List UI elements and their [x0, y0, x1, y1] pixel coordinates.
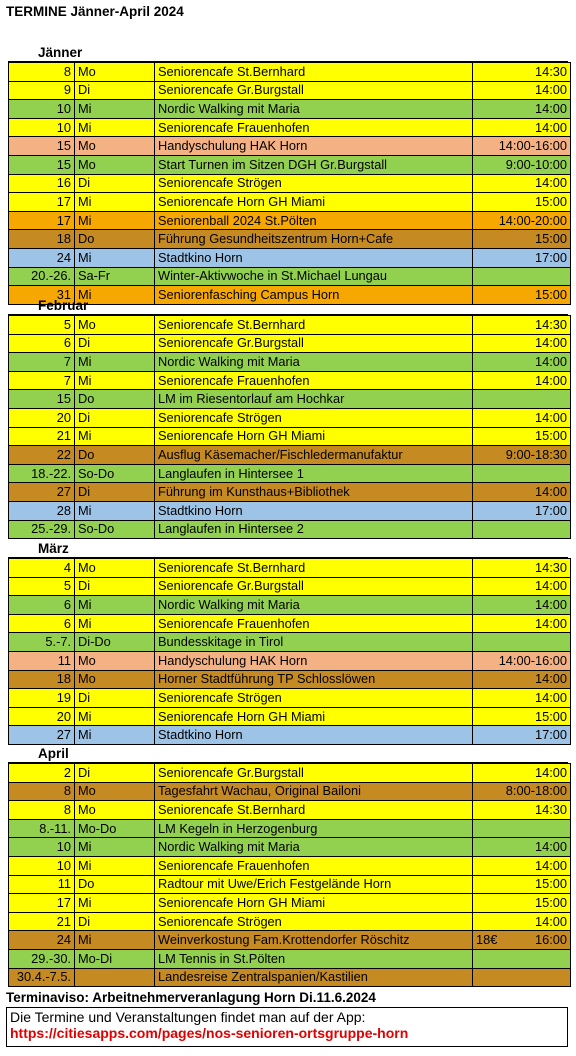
event-row — [9, 118, 571, 137]
event-time: 9:00-18:30 — [473, 446, 571, 465]
event-weekday: Mo — [75, 670, 155, 689]
event-date: 18.-22. — [9, 464, 75, 483]
event-title: LM Kegeln in Herzogenburg — [155, 819, 473, 838]
event-row — [9, 193, 571, 212]
event-row — [9, 856, 571, 875]
event-weekday: Mi — [75, 838, 155, 857]
event-time: 14:00 — [473, 174, 571, 193]
event-time: 14:00-16:00 — [473, 137, 571, 156]
event-time: 14:00 — [473, 118, 571, 137]
event-title: Seniorencafe Frauenhofen — [155, 118, 473, 137]
event-date: 18 — [9, 670, 75, 689]
event-date: 19 — [9, 689, 75, 708]
event-date: 20 — [9, 408, 75, 427]
event-weekday: Mi — [75, 286, 155, 305]
event-row — [9, 801, 571, 820]
event-title: Winter-Aktivwoche in St.Michael Lungau — [155, 267, 473, 286]
event-weekday: Mi — [75, 856, 155, 875]
event-weekday: Di — [75, 912, 155, 931]
event-date: 6 — [9, 596, 75, 615]
event-date: 28 — [9, 501, 75, 520]
event-title: Seniorencafe Strögen — [155, 408, 473, 427]
event-row — [9, 764, 571, 783]
event-weekday: Mi — [75, 371, 155, 390]
event-time: 14:00 — [473, 856, 571, 875]
event-title: Stadtkino Horn — [155, 501, 473, 520]
event-weekday: Do — [75, 390, 155, 409]
event-date: 11 — [9, 651, 75, 670]
event-title: Seniorencafe Strögen — [155, 912, 473, 931]
event-title: Seniorencafe Frauenhofen — [155, 614, 473, 633]
event-time: 15:00 — [473, 875, 571, 894]
event-time — [473, 520, 571, 539]
event-weekday: So-Do — [75, 464, 155, 483]
month-name: Jänner — [38, 45, 83, 60]
event-date: 15 — [9, 155, 75, 174]
event-title: Führung im Kunsthaus+Bibliothek — [155, 483, 473, 502]
event-time — [473, 819, 571, 838]
event-time: 15:00 — [473, 707, 571, 726]
event-date: 24 — [9, 248, 75, 267]
event-time: 9:00-10:00 — [473, 155, 571, 174]
event-row — [9, 838, 571, 857]
event-row — [9, 949, 571, 968]
event-row — [9, 782, 571, 801]
event-weekday: Di — [75, 408, 155, 427]
event-row — [9, 446, 571, 465]
event-title: Nordic Walking mit Maria — [155, 100, 473, 119]
event-row — [9, 334, 571, 353]
event-row — [9, 726, 571, 745]
event-row — [9, 353, 571, 372]
event-title: Seniorencafe Horn GH Miami — [155, 427, 473, 446]
event-title: Seniorencafe St.Bernhard — [155, 316, 473, 335]
event-row — [9, 316, 571, 335]
event-weekday: Mi — [75, 726, 155, 745]
event-title: Bundesskitage in Tirol — [155, 633, 473, 652]
event-row — [9, 81, 571, 100]
event-date: 6 — [9, 334, 75, 353]
event-date: 8 — [9, 63, 75, 82]
event-time: 14:00 — [473, 596, 571, 615]
event-title: Handyschulung HAK Horn — [155, 651, 473, 670]
event-row — [9, 408, 571, 427]
events-table — [8, 62, 571, 305]
event-title: Führung Gesundheitszentrum Horn+Cafe — [155, 230, 473, 249]
event-weekday: Mi — [75, 427, 155, 446]
event-title: Nordic Walking mit Maria — [155, 838, 473, 857]
event-date: 20.-26. — [9, 267, 75, 286]
event-weekday: Di — [75, 483, 155, 502]
event-row — [9, 390, 571, 409]
event-time: 14:00 — [473, 689, 571, 708]
event-title: Nordic Walking mit Maria — [155, 596, 473, 615]
event-date: 16 — [9, 174, 75, 193]
event-title: Ausflug Käsemacher/Fischledermanufaktur — [155, 446, 473, 465]
page-title: TERMINE Jänner-April 2024 — [6, 4, 184, 19]
event-row — [9, 230, 571, 249]
event-weekday: Sa-Fr — [75, 267, 155, 286]
event-weekday: Mo — [75, 559, 155, 578]
event-weekday: Mi — [75, 118, 155, 137]
event-weekday — [75, 968, 155, 987]
event-date: 5 — [9, 577, 75, 596]
events-table — [8, 763, 571, 987]
event-title: Seniorencafe Frauenhofen — [155, 371, 473, 390]
event-time: 14:00 — [473, 577, 571, 596]
event-row — [9, 596, 571, 615]
event-date: 25.-29. — [9, 520, 75, 539]
event-row — [9, 483, 571, 502]
event-weekday: Mo — [75, 63, 155, 82]
event-time: 14:30 — [473, 801, 571, 820]
terminaviso: Terminaviso: Arbeitnehmerveranlagung Horn Di.11.6.2024 — [6, 990, 376, 1005]
event-date: 5 — [9, 316, 75, 335]
event-weekday: Mi — [75, 248, 155, 267]
event-date: 18 — [9, 230, 75, 249]
event-weekday: Mi — [75, 596, 155, 615]
event-date: 15 — [9, 390, 75, 409]
event-row — [9, 100, 571, 119]
event-row — [9, 155, 571, 174]
event-title: Seniorencafe Strögen — [155, 689, 473, 708]
event-time: 15:00 — [473, 286, 571, 305]
event-weekday: Di — [75, 764, 155, 783]
app-info-text: Die Termine und Veranstaltungen findet man auf der App: — [10, 1009, 366, 1025]
event-time: 14:00 — [473, 838, 571, 857]
event-time — [473, 267, 571, 286]
event-date: 30.4.-7.5. — [9, 968, 75, 987]
event-date: 7 — [9, 353, 75, 372]
event-row — [9, 912, 571, 931]
event-time: 14:00 — [473, 764, 571, 783]
event-row — [9, 174, 571, 193]
event-title: Seniorenball 2024 St.Pölten — [155, 211, 473, 230]
event-row — [9, 501, 571, 520]
event-date: 5.-7. — [9, 633, 75, 652]
event-weekday: Do — [75, 230, 155, 249]
event-date: 17 — [9, 193, 75, 212]
event-weekday: Mi — [75, 614, 155, 633]
event-row — [9, 819, 571, 838]
event-title: Landesreise Zentralspanien/Kastilien — [155, 968, 473, 987]
event-time — [473, 633, 571, 652]
event-date: 10 — [9, 856, 75, 875]
event-date: 24 — [9, 931, 75, 950]
event-title: Seniorencafe Frauenhofen — [155, 856, 473, 875]
event-weekday: Mo — [75, 651, 155, 670]
event-row — [9, 875, 571, 894]
event-weekday: Mo — [75, 316, 155, 335]
event-weekday: Mi — [75, 931, 155, 950]
event-weekday: Di — [75, 81, 155, 100]
event-weekday: Do — [75, 446, 155, 465]
event-title: Seniorencafe Horn GH Miami — [155, 894, 473, 913]
event-time: 15:00 — [473, 230, 571, 249]
event-weekday: Mi — [75, 894, 155, 913]
event-title: Horner Stadtführung TP Schlosslöwen — [155, 670, 473, 689]
event-weekday: Mo — [75, 155, 155, 174]
event-title: Start Turnen im Sitzen DGH Gr.Burgstall — [155, 155, 473, 174]
event-row — [9, 137, 571, 156]
event-time: 15:00 — [473, 193, 571, 212]
event-row — [9, 633, 571, 652]
event-time: 14:00 — [473, 670, 571, 689]
event-date: 8.-11. — [9, 819, 75, 838]
event-time: 14:00 — [473, 100, 571, 119]
event-date: 10 — [9, 100, 75, 119]
month-name: Februar — [38, 298, 89, 313]
event-date: 22 — [9, 446, 75, 465]
event-row — [9, 211, 571, 230]
month-header — [8, 297, 568, 315]
event-row — [9, 427, 571, 446]
event-time: 14:00 — [473, 353, 571, 372]
event-time — [473, 390, 571, 409]
month-header — [8, 44, 568, 62]
event-time: 15:00 — [473, 427, 571, 446]
event-title: Langlaufen in Hintersee 1 — [155, 464, 473, 483]
event-date: 10 — [9, 838, 75, 857]
event-row — [9, 670, 571, 689]
event-row — [9, 559, 571, 578]
event-weekday: Di — [75, 174, 155, 193]
month-header — [8, 540, 568, 558]
event-weekday: Mi — [75, 100, 155, 119]
event-title: Seniorencafe Horn GH Miami — [155, 193, 473, 212]
event-time — [473, 931, 571, 950]
event-date: 11 — [9, 875, 75, 894]
event-title: Langlaufen in Hintersee 2 — [155, 520, 473, 539]
event-time: 17:00 — [473, 501, 571, 520]
event-title: Tagesfahrt Wachau, Original Bailoni — [155, 782, 473, 801]
event-row — [9, 707, 571, 726]
event-date: 9 — [9, 81, 75, 100]
event-time: 17:00 — [473, 726, 571, 745]
event-row — [9, 968, 571, 987]
event-row — [9, 651, 571, 670]
event-date: 8 — [9, 801, 75, 820]
event-weekday: Mi — [75, 211, 155, 230]
event-weekday: Di — [75, 689, 155, 708]
event-weekday: Mo-Di — [75, 949, 155, 968]
event-time: 14:00 — [473, 408, 571, 427]
event-row — [9, 577, 571, 596]
event-row — [9, 894, 571, 913]
event-row — [9, 689, 571, 708]
event-date: 10 — [9, 118, 75, 137]
event-title: Seniorenfasching Campus Horn — [155, 286, 473, 305]
event-weekday: Mo — [75, 137, 155, 156]
event-date: 6 — [9, 614, 75, 633]
event-time — [473, 949, 571, 968]
event-weekday: Mi — [75, 707, 155, 726]
event-time: 14:30 — [473, 63, 571, 82]
event-time — [473, 464, 571, 483]
event-time-value: 16:00 — [534, 932, 567, 948]
event-weekday: Mo — [75, 801, 155, 820]
event-title: LM Tennis in St.Pölten — [155, 949, 473, 968]
event-title: Stadtkino Horn — [155, 248, 473, 267]
event-weekday: Mo — [75, 782, 155, 801]
event-date: 29.-30. — [9, 949, 75, 968]
event-date: 15 — [9, 137, 75, 156]
event-title: Weinverkostung Fam.Krottendorfer Röschitz — [155, 931, 473, 950]
month-header — [8, 745, 568, 763]
event-title: Handyschulung HAK Horn — [155, 137, 473, 156]
event-title: Nordic Walking mit Maria — [155, 353, 473, 372]
event-title: Seniorencafe Gr.Burgstall — [155, 577, 473, 596]
event-time: 14:30 — [473, 316, 571, 335]
event-time: 14:00 — [473, 81, 571, 100]
event-title: LM im Riesentorlauf am Hochkar — [155, 390, 473, 409]
event-weekday: Mi — [75, 193, 155, 212]
event-time: 14:00 — [473, 483, 571, 502]
event-title: Seniorencafe St.Bernhard — [155, 559, 473, 578]
event-weekday: Do — [75, 875, 155, 894]
event-date: 21 — [9, 912, 75, 931]
app-info-box — [6, 1007, 568, 1047]
event-row — [9, 614, 571, 633]
event-time — [473, 968, 571, 987]
event-date: 27 — [9, 483, 75, 502]
event-row — [9, 248, 571, 267]
event-title: Seniorencafe Strögen — [155, 174, 473, 193]
event-title: Radtour mit Uwe/Erich Festgelände Horn — [155, 875, 473, 894]
event-time: 14:00 — [473, 371, 571, 390]
event-time: 14:00 — [473, 912, 571, 931]
event-date: 17 — [9, 211, 75, 230]
month-name: April — [38, 746, 69, 761]
month-name: März — [38, 541, 69, 556]
events-table — [8, 315, 571, 539]
event-time: 17:00 — [473, 248, 571, 267]
event-title: Seniorencafe St.Bernhard — [155, 63, 473, 82]
event-date: 20 — [9, 707, 75, 726]
event-time: 15:00 — [473, 894, 571, 913]
events-table — [8, 558, 571, 745]
event-time: 8:00-18:00 — [473, 782, 571, 801]
event-title: Seniorencafe Gr.Burgstall — [155, 764, 473, 783]
event-time: 14:30 — [473, 559, 571, 578]
event-date: 21 — [9, 427, 75, 446]
event-time: 14:00 — [473, 614, 571, 633]
event-title: Seniorencafe St.Bernhard — [155, 801, 473, 820]
event-date: 27 — [9, 726, 75, 745]
event-date: 7 — [9, 371, 75, 390]
event-title: Seniorencafe Horn GH Miami — [155, 707, 473, 726]
event-row — [9, 931, 571, 950]
event-date: 4 — [9, 559, 75, 578]
event-row — [9, 464, 571, 483]
event-title: Stadtkino Horn — [155, 726, 473, 745]
event-weekday: Mo-Do — [75, 819, 155, 838]
event-weekday: Mi — [75, 501, 155, 520]
event-weekday: Di — [75, 577, 155, 596]
event-time: 14:00-20:00 — [473, 211, 571, 230]
event-row — [9, 520, 571, 539]
event-title: Seniorencafe Gr.Burgstall — [155, 334, 473, 353]
event-row — [9, 267, 571, 286]
event-price: 18€ — [476, 932, 498, 948]
event-weekday: Di — [75, 334, 155, 353]
event-date: 17 — [9, 894, 75, 913]
event-weekday: So-Do — [75, 520, 155, 539]
event-row — [9, 371, 571, 390]
event-weekday: Di-Do — [75, 633, 155, 652]
event-date: 31 — [9, 286, 75, 305]
app-link[interactable]: https://citiesapps.com/pages/nos-senioren-ortsgruppe-horn — [10, 1025, 409, 1041]
event-time: 14:00 — [473, 334, 571, 353]
event-date: 8 — [9, 782, 75, 801]
event-date: 2 — [9, 764, 75, 783]
event-title: Seniorencafe Gr.Burgstall — [155, 81, 473, 100]
event-row — [9, 63, 571, 82]
event-weekday: Mi — [75, 353, 155, 372]
event-time: 14:00-16:00 — [473, 651, 571, 670]
